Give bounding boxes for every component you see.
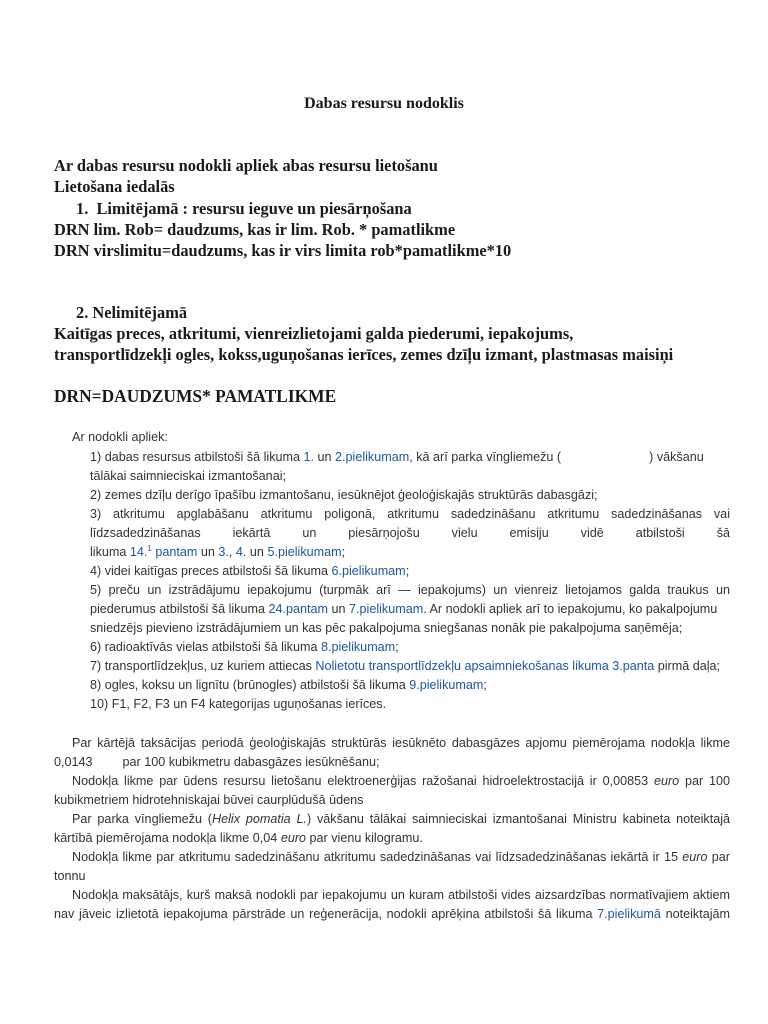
link-article-24[interactable]: 24.pantam (268, 602, 329, 616)
list-item: 3) atkritumu apglabāšanu atkritumu poligonā, atkritumu sadedzināšanu atkritumu sadedzināšanas vai (90, 507, 730, 521)
paragraph-line: nav jāveic izlietotā iepakojuma pārstrāde un reģenerācija, nodokli aprēķina atbilstoši šā likuma 7.pielikumā noteiktajām (54, 907, 730, 921)
heading-line-4: DRN lim. Rob= daudzums, kas ir lim. Rob. * pamatlikme (54, 220, 456, 239)
paragraph-line: tonnu (54, 869, 86, 883)
heading-line-2: Lietošana iedalās (54, 177, 175, 196)
list-item: līdzsadedzināšanas iekārtā un piesārņojošu vielu emisiju vidē atbilstoši šā (90, 526, 730, 540)
heading-line-1: Ar dabas resursu nodokli apliek abas resursu lietošanu (54, 156, 438, 175)
paragraph-line: 0,0143 par 100 kubikmetru dabasgāzes iesūknēšanu; (54, 755, 380, 769)
link-article-14-1[interactable]: 14.$^1$ pantam (129, 543, 198, 559)
list-item: 1) dabas resursus atbilstoši šā likuma 1. un 2.pielikumam, kā arī parka vīngliemežu ( ) vākšanu (90, 450, 704, 464)
list-item: 6) radioaktīvās vielas atbilstoši šā likuma 8.pielikumam; (90, 640, 399, 654)
section2-line-2: transportlīdzekļi ogles, kokss,uguņošanas ierīces, zemes dzīļu izmant, plastmasas maisiņi (54, 345, 674, 364)
intro-text: Ar nodokli apliek: (72, 430, 168, 444)
list-item: 8) ogles, koksu un lignītu (brūnogles) atbilstoši šā likuma 9.pielikumam; (90, 678, 487, 692)
heading-line-3: 1. Limitējamā : resursu ieguve un piesārņošana (76, 199, 412, 218)
paragraph-line: kubikmetriem hidrotehniskajai būvei caurplūdušā ūdens (54, 793, 364, 807)
list-item: 4) videi kaitīgas preces atbilstoši šā likuma 6.pielikumam; (90, 564, 410, 578)
paragraph-line: Nodokļa likme par ūdens resursu lietošanu elektroenerģijas ražošanai hidroelektrostacijā ir 0,00853 euro par 100 (72, 774, 731, 788)
list-item: piederumus atbilstoši šā likuma 24.pantam un 7.pielikumam. Ar nodokli apliek arī to iepakojumu, ko pakalpojumu (90, 602, 718, 616)
paragraph-line: Nodokļa maksātājs, kurš maksā nodokli par iepakojumu un kuram atbilstoši vides aizsardzības normatīvajiem aktiem (72, 888, 730, 902)
link-annex-4[interactable]: 4. (235, 545, 247, 559)
list-item: 2) zemes dzīļu derīgo īpašību izmantošanu, iesūknējot ģeoloģiskajās struktūrās dabasgāzi; (90, 488, 598, 502)
link-annex-3[interactable]: 3. (218, 545, 229, 559)
link-annex-5[interactable]: 5.pielikumam (267, 545, 342, 559)
link-annex-7[interactable]: 7.pielikumam (349, 602, 424, 616)
section2-label: 2. Nelimitējamā (76, 303, 188, 322)
link-annex-2[interactable]: 2.pielikumam (335, 450, 410, 464)
link-annex-8[interactable]: 8.pielikumam (320, 640, 396, 654)
heading-line-5: DRN virslimitu=daudzums, kas ir virs limita rob*pamatlikme*10 (54, 241, 512, 260)
link-annex-6[interactable]: 6.pielikumam (331, 564, 406, 578)
items-list (90, 448, 730, 714)
link-annex-1[interactable]: 1. (303, 450, 315, 464)
section2-line-1: Kaitīgas preces, atkritumi, vienreizlietojami galda piederumi, iepakojums, (54, 324, 574, 343)
list-item: 10) F1, F2, F3 un F4 kategorijas uguņošanas ierīces. (90, 697, 387, 711)
list-item: 5) preču un izstrādājumu iepakojumu (turpmāk arī — iepakojums) un vienreiz lietojamos galda traukus un (90, 583, 730, 597)
link-annex-7-in-text[interactable]: 7.pielikumā (597, 907, 661, 921)
list-item: tālākai saimnieciskai izmantošanai; (90, 469, 286, 483)
paragraph-line: kārtībā piemērojama nodokļa likme 0,04 euro par vienu kilogramu. (54, 831, 423, 845)
list-item: sniedzējs pievieno izstrādājumiem un kas pēc pakalpojuma sniegšanas nonāk pie pakalpojuma saņēmēja; (90, 621, 683, 635)
paragraph-line: Par parka vīngliemežu (Helix pomatia L.) vākšanu tālākai saimnieciskai izmantošanai Ministru kabineta noteiktajā (72, 812, 730, 826)
link-vehicle-law-article-3[interactable]: Nolietotu transportlīdzekļu apsaimniekošanas likuma 3.panta (315, 659, 655, 673)
list-item: likuma 14.$^1$ pantam un 3., 4. un 5.pielikumam; (90, 543, 346, 559)
drn-formula: DRN=DAUDZUMS* PAMATLIKME (54, 386, 337, 406)
document-title: Dabas resursu nodoklis (304, 95, 464, 112)
paragraph-line: Nodokļa likme par atkritumu sadedzināšanu atkritumu sadedzināšanas vai līdzsadedzināšanas iekārtā ir 15 euro par (72, 850, 730, 864)
paragraph-block (54, 734, 730, 924)
link-annex-9[interactable]: 9.pielikumam (409, 678, 484, 692)
paragraph-line: Par kārtējā taksācijas periodā ģeoloģiskajās struktūrās iesūknēto dabasgāzes apjomu piemērojama nodokļa likme (72, 736, 730, 750)
list-item: 7) transportlīdzekļus, uz kuriem attiecas Nolietotu transportlīdzekļu apsaimniekošanas likuma 3.panta pirmā daļa; (90, 659, 721, 673)
